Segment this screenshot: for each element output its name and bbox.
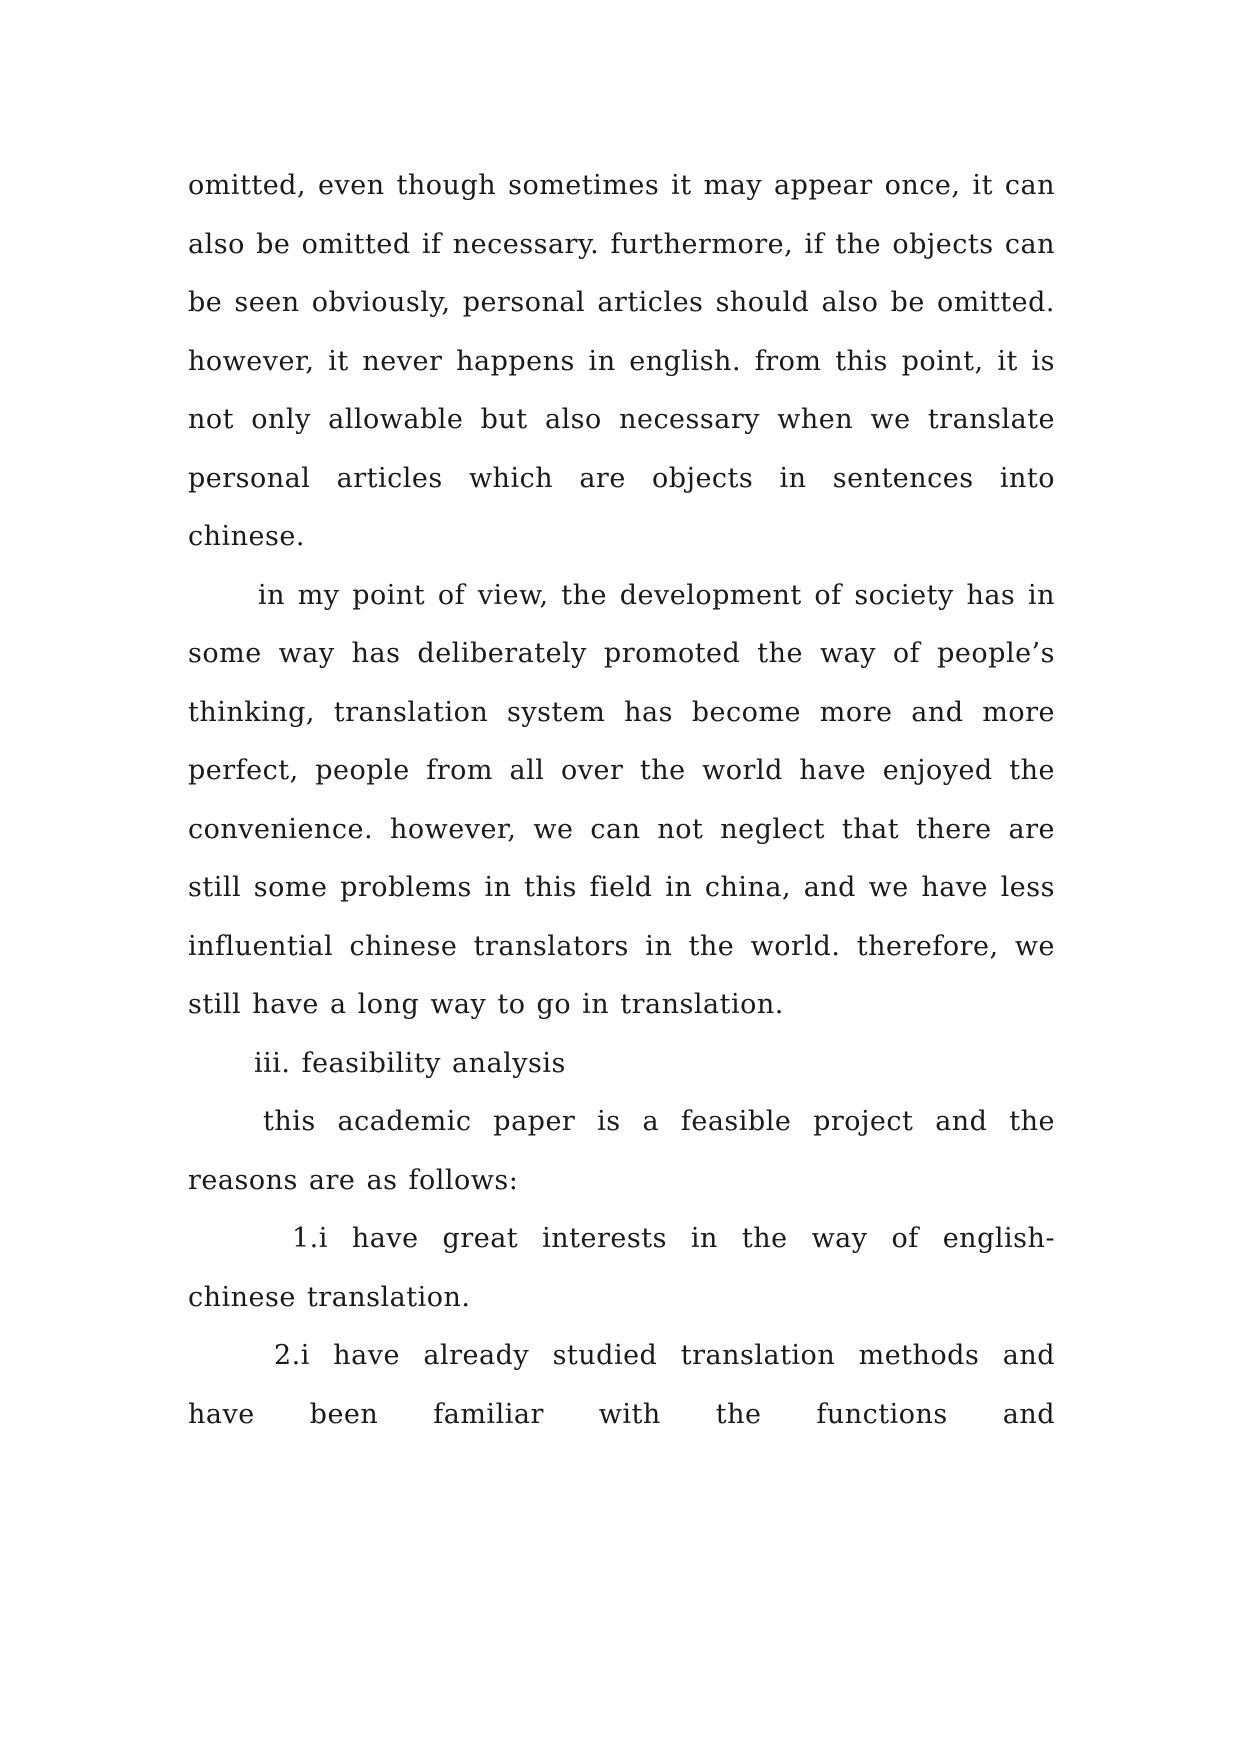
paragraph-feasible-project: this academic paper is a feasible project and the reasons are as follows: <box>188 1106 1055 1196</box>
paragraph-omitted-articles: omitted, even though sometimes it may appear once, it can also be omitted if necessary. furthermore, if the objects can be seen obviously, personal articles should also be omitted. however, it never happens in english. from this point, it is not only allowable but also necessary when we translate personal articles which are objects in sentences into chinese. <box>188 170 1055 552</box>
document-body <box>188 157 1055 1444</box>
list-item-2: 2.i have already studied translation methods and have been familiar with the functions and <box>188 1340 1055 1430</box>
section-heading: iii. feasibility analysis <box>254 1047 566 1079</box>
paragraph-point-of-view: in my point of view, the development of society has in some way has deliberately promoted the way of people’s thinking, translation system has become more and more perfect, people from all over the world have enjoyed the convenience. however, we can not neglect that there are still some problems in this field in china, and we have less influential chinese translators in the world. therefore, we still have a long way to go in translation. <box>188 579 1055 1020</box>
list-item-1: 1.i have great interests in the way of english-chinese translation. <box>188 1223 1055 1313</box>
